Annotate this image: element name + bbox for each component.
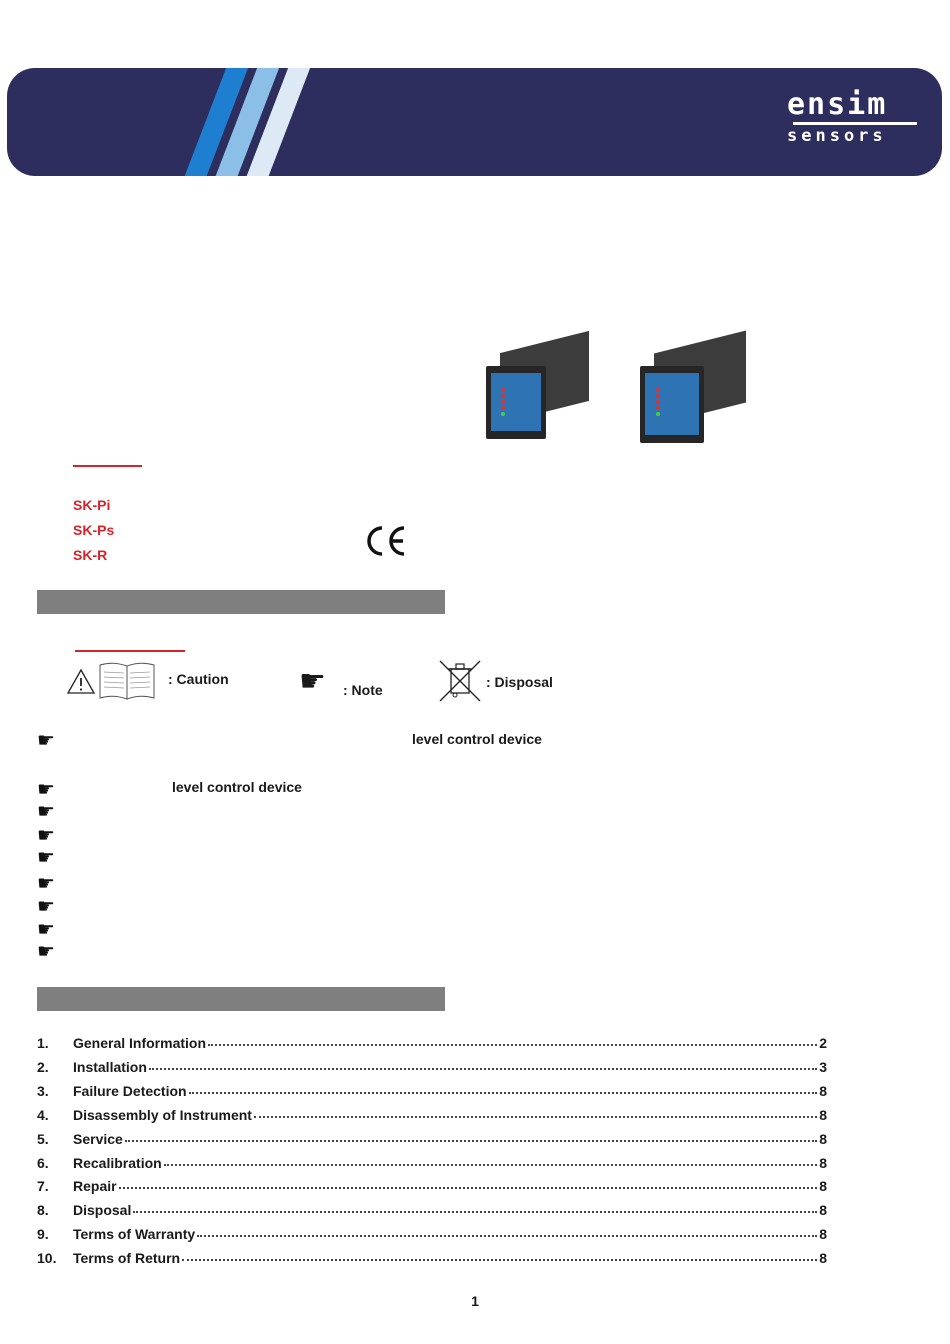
toc-entry[interactable] bbox=[37, 1107, 827, 1127]
toc-number: 8. bbox=[37, 1202, 49, 1218]
toc-leader bbox=[182, 1250, 817, 1261]
toc-leader bbox=[254, 1107, 817, 1118]
toc-leader bbox=[119, 1178, 818, 1189]
note-text: level control device bbox=[412, 731, 542, 747]
toc-entry[interactable] bbox=[37, 1131, 827, 1151]
toc-page-number: 8 bbox=[819, 1083, 827, 1099]
toc-leader bbox=[125, 1131, 817, 1142]
device-image-1 bbox=[486, 342, 591, 442]
toc-entry[interactable] bbox=[37, 1250, 827, 1270]
note-bullet-icon: ☛ bbox=[37, 730, 55, 752]
toc-page-number: 8 bbox=[819, 1250, 827, 1266]
section-header-bar bbox=[37, 987, 445, 1011]
page-number: 1 bbox=[471, 1293, 479, 1309]
toc-page-number: 8 bbox=[819, 1155, 827, 1171]
toc-number: 10. bbox=[37, 1250, 57, 1266]
model-sk-ps: SK-Ps bbox=[73, 522, 115, 538]
toc-entry[interactable] bbox=[37, 1202, 827, 1222]
toc-entry[interactable] bbox=[37, 1226, 827, 1246]
symbols-rule bbox=[75, 650, 185, 652]
toc-page-number: 8 bbox=[819, 1131, 827, 1147]
crossed-bin-icon bbox=[438, 659, 482, 708]
toc-number: 2. bbox=[37, 1059, 49, 1075]
disposal-label: : Disposal bbox=[486, 674, 553, 690]
toc-entry[interactable] bbox=[37, 1083, 827, 1103]
toc-leader bbox=[189, 1083, 818, 1094]
model-sk-pi: SK-Pi bbox=[73, 497, 111, 513]
caution-label: : Caution bbox=[168, 671, 229, 687]
toc-title: Terms of Warranty bbox=[73, 1226, 196, 1242]
toc-title: Terms of Return bbox=[73, 1250, 181, 1266]
note-bullet-icon: ☛ bbox=[37, 941, 55, 963]
note-bullet-icon: ☛ bbox=[37, 801, 55, 823]
toc-number: 6. bbox=[37, 1155, 49, 1171]
header-banner bbox=[7, 68, 942, 176]
warning-triangle-icon bbox=[66, 668, 96, 700]
toc-leader bbox=[149, 1059, 817, 1070]
ce-mark-icon bbox=[364, 524, 408, 563]
toc-page-number: 2 bbox=[819, 1035, 827, 1051]
toc-title: Recalibration bbox=[73, 1155, 162, 1171]
toc-number: 1. bbox=[37, 1035, 49, 1051]
toc-leader bbox=[197, 1226, 817, 1237]
toc-entry[interactable] bbox=[37, 1035, 827, 1055]
toc-title: Disposal bbox=[73, 1202, 132, 1218]
section-header-bar bbox=[37, 590, 445, 614]
device-image-2 bbox=[640, 342, 750, 446]
note-bullet-icon: ☛ bbox=[37, 896, 55, 918]
toc-title: Service bbox=[73, 1131, 123, 1147]
note-bullet-icon: ☛ bbox=[37, 847, 55, 869]
toc-number: 3. bbox=[37, 1083, 49, 1099]
logo-wordmark-bottom: sensors bbox=[787, 126, 887, 146]
toc-title: Disassembly of Instrument bbox=[73, 1107, 252, 1123]
note-bullet-icon: ☛ bbox=[37, 825, 55, 847]
toc-page-number: 3 bbox=[819, 1059, 827, 1075]
note-bullet-icon: ☛ bbox=[37, 873, 55, 895]
toc-title: Repair bbox=[73, 1178, 117, 1194]
toc-page-number: 8 bbox=[819, 1178, 827, 1194]
ensim-logo bbox=[787, 87, 927, 146]
model-sk-r: SK-R bbox=[73, 547, 108, 563]
manual-book-icon bbox=[98, 661, 156, 706]
logo-wordmark-top: ensim bbox=[787, 87, 888, 122]
toc-entry[interactable] bbox=[37, 1155, 827, 1175]
toc-number: 5. bbox=[37, 1131, 49, 1147]
pointing-hand-icon: ☛ bbox=[299, 665, 326, 698]
note-bullet-icon: ☛ bbox=[37, 779, 55, 801]
note-text: level control device bbox=[172, 779, 302, 795]
toc-number: 4. bbox=[37, 1107, 49, 1123]
toc-title: General Information bbox=[73, 1035, 207, 1051]
logo-divider bbox=[793, 122, 917, 125]
toc-leader bbox=[133, 1202, 817, 1213]
toc-title: Installation bbox=[73, 1059, 147, 1075]
toc-entry[interactable] bbox=[37, 1178, 827, 1198]
models-rule bbox=[73, 465, 142, 467]
toc-leader bbox=[208, 1035, 817, 1046]
toc-number: 7. bbox=[37, 1178, 49, 1194]
note-bullet-icon: ☛ bbox=[37, 919, 55, 941]
toc-leader bbox=[164, 1155, 818, 1166]
toc-page-number: 8 bbox=[819, 1107, 827, 1123]
note-label: : Note bbox=[343, 682, 383, 698]
toc-title: Failure Detection bbox=[73, 1083, 187, 1099]
toc-page-number: 8 bbox=[819, 1202, 827, 1218]
toc-page-number: 8 bbox=[819, 1226, 827, 1242]
toc-entry[interactable] bbox=[37, 1059, 827, 1079]
toc-number: 9. bbox=[37, 1226, 49, 1242]
